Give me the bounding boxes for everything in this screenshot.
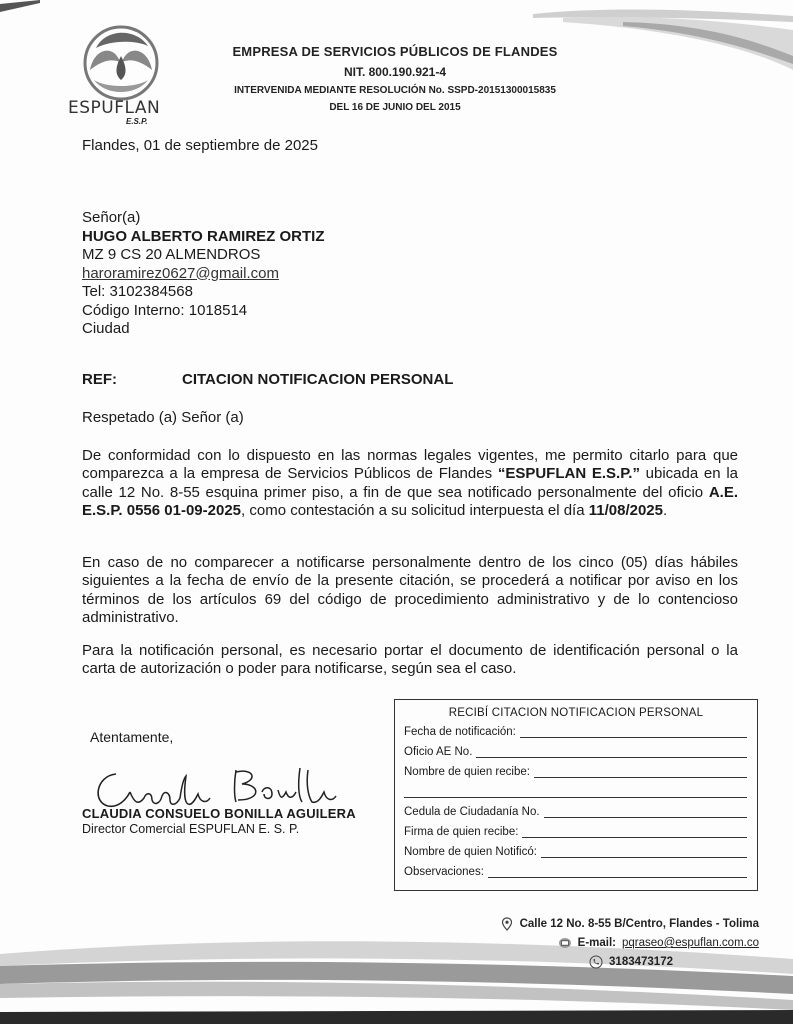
letterhead-header bbox=[180, 44, 610, 113]
body-paragraph-1 bbox=[82, 447, 738, 521]
receipt-box bbox=[394, 699, 758, 891]
receipt-field-label: Nombre de quien recibe: bbox=[404, 766, 530, 778]
body-paragraph-3: Para la notificación personal, es necesario portar el documento de identificación personal o la carta de autorización o poder para notificarse, según sea el caso. bbox=[82, 642, 738, 678]
recipient-internal-code: Código Interno: 1018514 bbox=[82, 301, 248, 319]
company-nit: NIT. 800.190.921-4 bbox=[343, 65, 447, 79]
greeting: Respetado (a) Señor (a) bbox=[82, 409, 244, 426]
recipient-email-link[interactable]: haroramirez0627@gmail.com bbox=[82, 264, 279, 282]
receipt-fill-line bbox=[541, 847, 747, 858]
receipt-fill-line bbox=[534, 767, 747, 778]
closing: Atentamente, bbox=[90, 729, 174, 745]
envelope-icon bbox=[558, 936, 572, 950]
p1-text-c: , como contestación a su solicitud interpuesta el día bbox=[241, 502, 589, 520]
recipient-name: HUGO ALBERTO RAMIREZ ORTIZ bbox=[82, 227, 325, 245]
footer-email-link[interactable]: pqraseo@espuflan.com.co bbox=[622, 937, 759, 949]
recipient-phone: Tel: 3102384568 bbox=[82, 283, 193, 300]
p1-oficio: A.E. E.S.P. 0556 01-09-2025 bbox=[82, 483, 738, 520]
p1-end: . bbox=[662, 502, 668, 520]
receipt-row-receiver-signature bbox=[404, 824, 747, 838]
recipient-address: MZ 9 CS 20 ALMENDROS bbox=[82, 246, 261, 263]
receipt-row-id-number bbox=[404, 804, 747, 818]
receipt-row-oficio bbox=[404, 744, 747, 758]
ref-subject: CITACION NOTIFICACION PERSONAL bbox=[182, 371, 454, 388]
receipt-fill-line bbox=[522, 827, 747, 838]
ref-label: REF: bbox=[82, 371, 117, 388]
footer-email bbox=[558, 936, 759, 950]
p1-text-b: ubicada en la calle 12 No. 8-55 esquina primer piso, a fin de que sea notificado personalmente del oficio bbox=[82, 465, 739, 501]
receipt-row-blank bbox=[404, 784, 747, 798]
receipt-field-label: Firma de quien recibe: bbox=[404, 826, 519, 838]
intervention-resolution: INTERVENIDA MEDIANTE RESOLUCIÓN No. SSPD-20151300015835 bbox=[234, 85, 556, 96]
receipt-field-label: Cedula de Ciudadanía No. bbox=[404, 806, 540, 818]
corner-swoosh-decoration bbox=[0, 0, 40, 30]
recipient-city: Ciudad bbox=[82, 320, 130, 337]
receipt-fill-line bbox=[476, 747, 747, 758]
phone-icon bbox=[589, 955, 603, 969]
receipt-row-observations bbox=[404, 864, 747, 878]
p1-text-a: De conformidad con lo dispuesto en las normas legales vigentes, me permito citarlo para que comparezca a la empresa de Servicios Públicos de Flandes bbox=[82, 447, 738, 483]
logo-wordmark: ESPUFLAN bbox=[68, 98, 161, 118]
p1-company: “ESPUFLAN E.S.P.” bbox=[497, 465, 640, 483]
receipt-row-notifier-name bbox=[404, 844, 747, 858]
footer-phone bbox=[589, 955, 673, 969]
letter-date: Flandes, 01 de septiembre de 2025 bbox=[82, 137, 318, 154]
receipt-fill-line bbox=[404, 787, 747, 798]
receipt-field-label: Observaciones: bbox=[404, 866, 484, 878]
receipt-field-label: Fecha de notificación: bbox=[404, 726, 516, 738]
footer-address-text: Calle 12 No. 8-55 B/Centro, Flandes - Tolima bbox=[519, 918, 759, 930]
recipient-block bbox=[82, 209, 325, 339]
receipt-title: RECIBÍ CITACION NOTIFICACION PERSONAL bbox=[448, 707, 704, 719]
footer-phone-text: 3183473172 bbox=[609, 956, 673, 968]
logo-suffix: E.S.P. bbox=[126, 117, 148, 126]
footer-address bbox=[500, 917, 759, 931]
p1-date: 11/08/2025 bbox=[588, 502, 663, 520]
reference-line bbox=[82, 371, 453, 388]
footer-email-label: E-mail: bbox=[577, 937, 617, 949]
intervention-date: DEL 16 DE JUNIO DEL 2015 bbox=[329, 102, 461, 113]
recipient-salutation: Señor(a) bbox=[82, 209, 141, 226]
body-paragraph-2: En caso de no comparecer a notificarse personalmente dentro de los cinco (05) días hábiles siguientes a la fecha de envío de la presente citación, se procederá a notificar por aviso en los términos de los artículos 69 del código de procedimiento administrativo y de lo contencioso administrativo. bbox=[82, 554, 738, 627]
signer-role: Director Comercial ESPUFLAN E. S. P. bbox=[82, 822, 300, 836]
receipt-fill-line bbox=[520, 727, 747, 738]
receipt-row-notification-date bbox=[404, 724, 747, 738]
receipt-field-label: Nombre de quien Notificó: bbox=[404, 846, 537, 858]
receipt-row-receiver-name bbox=[404, 764, 747, 778]
company-name: EMPRESA DE SERVICIOS PÚBLICOS DE FLANDES bbox=[232, 44, 558, 59]
location-pin-icon bbox=[500, 917, 514, 931]
signer-name: CLAUDIA CONSUELO BONILLA AGUILERA bbox=[82, 806, 356, 821]
receipt-fill-line bbox=[544, 807, 747, 818]
receipt-fill-line bbox=[488, 867, 747, 878]
receipt-field-label: Oficio AE No. bbox=[404, 746, 473, 758]
